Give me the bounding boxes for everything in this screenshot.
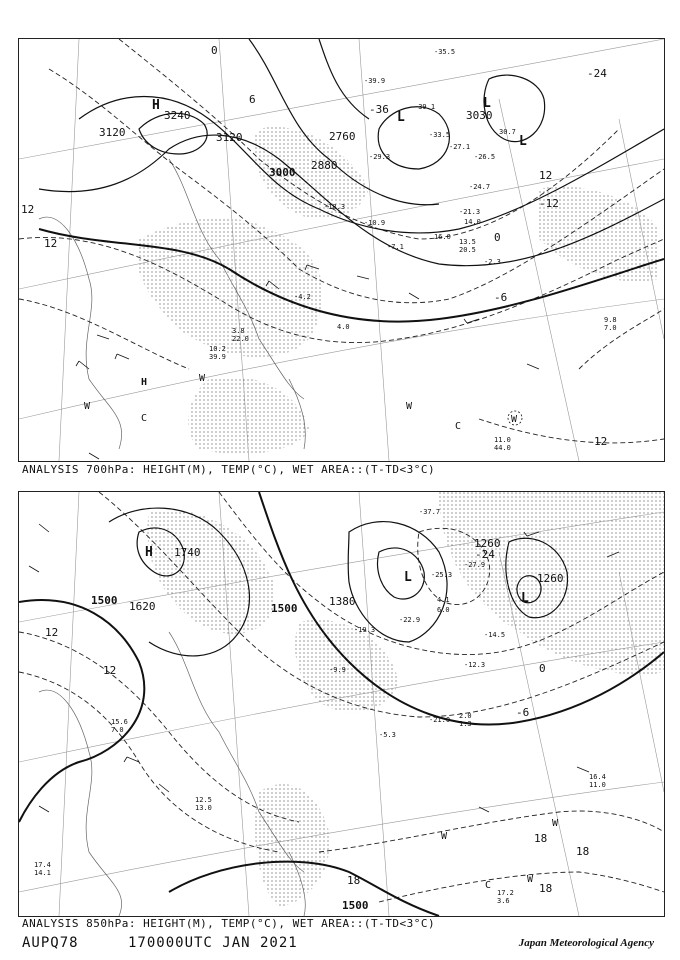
height-label: 1740 [174,546,201,559]
warm-symbol: W [527,874,534,885]
station-value: -39.9 [364,77,386,85]
station-value: 10.2 [209,345,226,353]
height-label: 1500 [342,899,369,912]
station-value: 1.3 [459,720,472,728]
station-value: -21.0 [429,716,451,724]
height-label: 3240 [164,109,191,122]
low-center-label: L [521,591,529,606]
temp-label: 0 [494,231,501,244]
temp-label: -24 [475,548,495,561]
station-value: 17.4 [34,861,51,869]
cold-symbol: C [141,413,148,424]
height-label: 3000 [269,166,296,179]
station-value: -33.5 [429,131,451,139]
station-value: 13.0 [195,804,212,812]
station-value: -5.3 [379,731,396,739]
temp-label: 12 [45,626,59,639]
station-value: 14.0 [464,218,481,226]
temp-label: -12 [539,197,559,210]
station-value: -9.9 [329,666,346,674]
station-value: -27.1 [449,143,471,151]
station-value: -29.3 [369,153,391,161]
station-value: 12.5 [195,796,212,804]
station-value: 20.5 [459,246,476,254]
temp-label: 18 [347,874,361,887]
warm-symbol: W [552,818,559,829]
height-label: 1380 [329,595,356,608]
map-850hpa [19,492,664,916]
height-label: 1500 [91,594,118,607]
station-value: 11.0 [589,781,606,789]
station-value: 17.2 [497,889,514,897]
low-center-label: L [519,134,527,149]
station-value: -24.7 [469,183,491,191]
high-center-label: H [145,545,153,560]
station-value: 13.5 [459,238,476,246]
station-value: 30.7 [499,128,516,136]
height-label: 1620 [129,600,156,613]
temp-label: 12 [44,237,58,250]
temp-label: 12 [539,169,553,182]
station-value: -22.9 [399,616,421,624]
temp-label: -6 [516,706,530,719]
wet-area-shading [136,127,659,454]
cold-symbol: C [455,421,462,432]
temp-label: 12 [21,203,35,216]
station-value: -26.5 [474,153,496,161]
valid-time: 170000UTC JAN 2021 [128,935,298,951]
station-value: 15.6 [111,718,128,726]
warm-symbol: W [84,401,91,412]
temp-label: 12 [103,664,117,677]
temp-label: -36 [369,103,389,116]
station-value: -12.3 [464,661,486,669]
temp-label: -24 [587,67,607,80]
temp-label: -6 [494,291,508,304]
station-value: 4.0 [337,323,350,331]
station-value: 6.0 [437,606,450,614]
station-value: -27.9 [464,561,486,569]
station-value: -19.3 [354,626,376,634]
station-value: 3.6 [497,897,510,905]
panel-caption-700hpa: ANALYSIS 700hPa: HEIGHT(M), TEMP(°C), WET AREA::(T-TD<3°C) [22,463,436,476]
map-panel-850hpa [18,491,665,917]
station-value: 2.0 [459,712,472,720]
warm-cold-symbols [441,818,559,891]
warm-symbol: W [406,401,413,412]
height-label: 1500 [271,602,298,615]
warm-symbol: W [199,373,206,384]
station-value: -7.1 [387,243,404,251]
temp-label: 18 [539,882,553,895]
temp-label: 18 [534,832,548,845]
map-700hpa [19,39,664,461]
map-panel-700hpa [18,38,665,462]
station-value: -25.3 [431,571,453,579]
station-value: 11.0 [494,436,511,444]
station-value: -4.2 [294,293,311,301]
station-value: -39.1 [414,103,436,111]
low-center-label: L [404,570,412,585]
cold-symbol: C [485,880,492,891]
height-label: 3120 [99,126,126,139]
temp-label: 0 [211,44,218,57]
station-value: -14.5 [484,631,506,639]
station-value: 44.0 [494,444,511,452]
height-label: 3030 [466,109,493,122]
station-value: 9.8 [604,316,617,324]
low-center-label: L [483,96,491,111]
station-value: 7.0 [111,726,124,734]
station-value: 14.1 [34,869,51,877]
height-label: 2880 [311,159,338,172]
station-value: 7.0 [604,324,617,332]
station-value: -2.3 [484,258,501,266]
low-center-label: L [397,110,405,125]
temp-label: 12 [594,435,608,448]
station-value: 3.8 [232,327,245,335]
temp-label: 0 [539,662,546,675]
station-value: -35.5 [434,48,456,56]
station-value: -10.9 [364,219,386,227]
height-label: 1260 [537,572,564,585]
temp-label: 18 [576,845,590,858]
station-value: 22.0 [232,335,249,343]
station-value: 4.1 [437,596,450,604]
station-value: -37.7 [419,508,441,516]
temp-label: 6 [249,93,256,106]
station-value: 16.0 [434,233,451,241]
height-label: 1260 [474,537,501,550]
station-value: -21.3 [459,208,481,216]
panel-caption-850hpa: ANALYSIS 850hPa: HEIGHT(M), TEMP(°C), WET AREA::(T-TD<3°C) [22,917,436,930]
product-code: AUPQ78 [22,935,79,951]
warm-symbol: W [441,831,448,842]
height-label: 3120 [216,131,243,144]
high-center-label: H [152,98,160,113]
agency-name: Japan Meteorological Agency [518,937,654,949]
warm-symbol: W [511,414,518,425]
station-value: 39.9 [209,353,226,361]
temp-contour-labels [21,44,607,448]
station-value: 16.4 [589,773,606,781]
high-center-label: H [141,377,148,388]
height-label: 2760 [329,130,356,143]
station-value: -18.3 [324,203,346,211]
